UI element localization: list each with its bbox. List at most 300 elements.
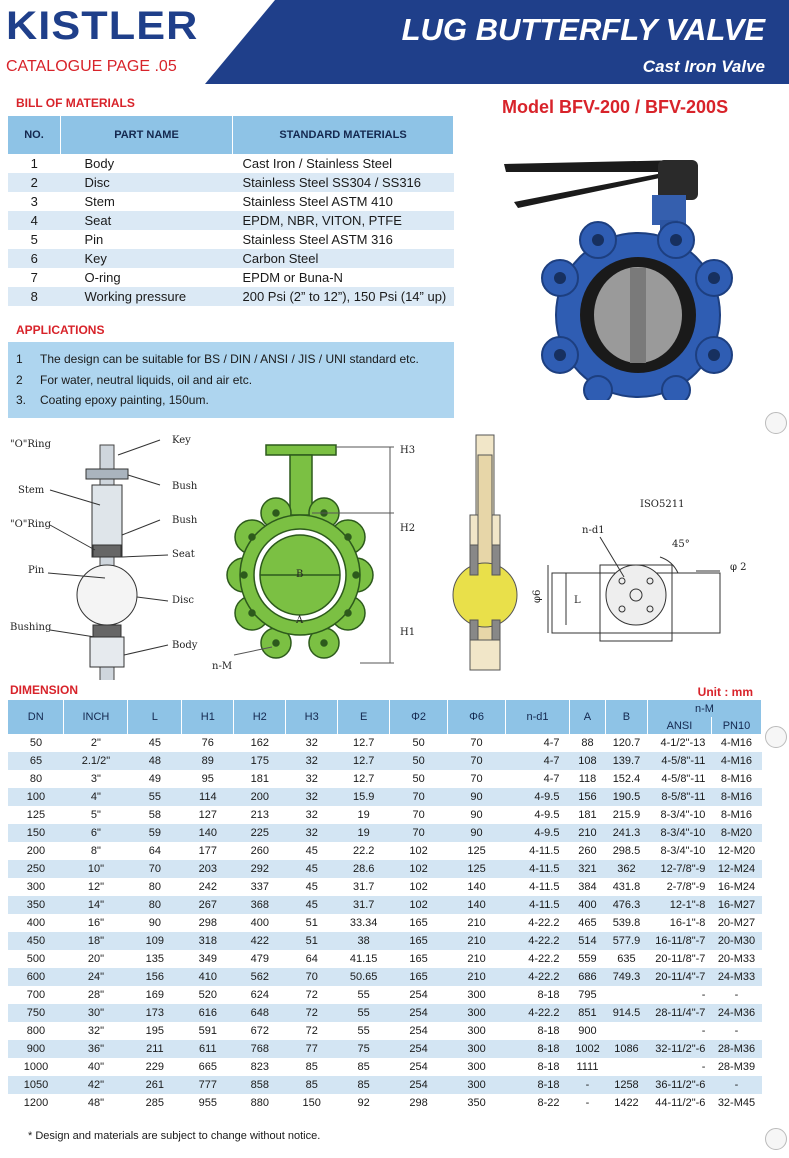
dim-cell: 24" <box>64 968 128 986</box>
dim-cell: 577.9 <box>605 932 647 950</box>
brand-logo: KISTLER <box>6 4 199 48</box>
dim-cell: 350 <box>8 896 64 914</box>
dim-cell: 362 <box>605 860 647 878</box>
dim-cell: 465 <box>578 917 597 929</box>
dim-cell: 321 <box>569 860 605 878</box>
dim-cell: 16-11/8"-7 <box>647 932 711 950</box>
label-body: Body <box>172 640 198 651</box>
dim-cell: 102 <box>409 881 428 893</box>
bom-row <box>8 287 454 306</box>
dim-cell: 241.3 <box>605 824 647 842</box>
bom-row <box>8 268 454 287</box>
dim-cell: 173 <box>128 1004 182 1022</box>
dim-cell: 59 <box>128 824 182 842</box>
dim-cell: 4-11.5 <box>506 896 570 914</box>
dim-cell: 15.9 <box>338 788 390 806</box>
dim-row <box>8 734 762 752</box>
bom-table <box>8 116 454 306</box>
dim-cell: 32 <box>305 809 318 821</box>
dim-cell: 127 <box>198 809 217 821</box>
dim-cell: 450 <box>8 932 64 950</box>
dim-cell: 108 <box>569 752 605 770</box>
dim-cell: 31.7 <box>338 896 390 914</box>
dim-cell: 1086 <box>605 1040 647 1058</box>
dim-cell: 20" <box>87 953 104 965</box>
dim-cell: 109 <box>128 932 182 950</box>
bom-material: Carbon Steel <box>233 249 454 268</box>
dim-row <box>8 1004 762 1022</box>
dim-col-header-sub: ANSI <box>647 717 711 734</box>
bom-no: 1 <box>30 156 38 171</box>
bom-part: Disc <box>61 173 233 192</box>
dim-cell: 795 <box>578 989 597 1001</box>
dim-cell: 125 <box>467 845 486 857</box>
dim-cell: 635 <box>617 953 636 965</box>
dim-cell: 135 <box>145 953 165 965</box>
dim-cell: 431.8 <box>612 881 641 893</box>
dim-cell: 8-3/4"-10 <box>660 845 706 857</box>
dim-cell: 51 <box>305 917 318 929</box>
dim-cell: 8-M16 <box>720 809 753 821</box>
dim-cell: 139.7 <box>605 752 647 770</box>
dim-cell: 4" <box>64 788 128 806</box>
dim-cell: 120.7 <box>612 737 641 749</box>
binder-hole <box>765 412 787 434</box>
dim-cell: 100 <box>8 788 64 806</box>
dim-cell: 12-M20 <box>717 845 756 857</box>
dim-cell: 520 <box>198 989 217 1001</box>
dim-cell: 384 <box>578 881 597 893</box>
dim-cell: 823 <box>250 1061 269 1073</box>
dim-cell: 80 <box>148 881 161 893</box>
dim-row <box>8 1022 762 1040</box>
dim-cell: 8-18 <box>537 989 560 1001</box>
dim-cell: 31.7 <box>352 881 375 893</box>
dim-cell: 229 <box>145 1061 165 1073</box>
bom-material: Stainless Steel SS304 / SS316 <box>233 173 454 192</box>
dim-cell: 32-11/2"-6 <box>647 1040 711 1058</box>
dim-cell: 4-22.2 <box>528 917 560 929</box>
bom-part: Key <box>61 249 233 268</box>
dim-cell: 165 <box>409 917 428 929</box>
dim-cell: 686 <box>569 968 605 986</box>
dim-cell: 2" <box>90 737 101 749</box>
dim-cell: 19 <box>357 809 370 821</box>
dim-cell: 28-11/4"-7 <box>647 1004 711 1022</box>
dim-cell: 12-1"-8 <box>647 896 711 914</box>
dim-cell: 4-7 <box>543 737 560 749</box>
dim-cell: 156 <box>128 968 182 986</box>
dim-row <box>8 860 762 878</box>
dim-cell: 4-11.5 <box>506 860 570 878</box>
dim-cell: 45 <box>305 845 318 857</box>
dim-cell: 1002 <box>569 1040 605 1058</box>
dim-cell: 858 <box>234 1076 286 1094</box>
dim-cell: 85 <box>286 1076 338 1094</box>
dim-cell: 70 <box>412 809 425 821</box>
dim-cell: 750 <box>8 1004 64 1022</box>
dim-cell: 36-11/2"-6 <box>647 1076 711 1094</box>
dim-cell: 48" <box>87 1097 104 1109</box>
bom-part: Seat <box>61 211 233 230</box>
dim-cell: 28-M39 <box>717 1061 756 1073</box>
dim-cell: - <box>734 989 739 1001</box>
dim-cell: 45 <box>305 881 318 893</box>
dim-cell: 242 <box>198 881 217 893</box>
dim-cell: 8-5/8"-11 <box>647 788 711 806</box>
dim-cell: 4-22.2 <box>506 932 570 950</box>
dim-cell: 260 <box>250 845 269 857</box>
bom-no: 4 <box>8 211 61 230</box>
dim-cell: 624 <box>250 989 269 1001</box>
dim-cell: 85 <box>338 1076 390 1094</box>
dim-col-header: H3 <box>286 700 338 734</box>
dim-col-header-nm: n-M <box>647 700 761 717</box>
bom-no: 3 <box>30 194 38 209</box>
dim-cell: 254 <box>390 1076 448 1094</box>
bom-material: EPDM or Buna-N <box>242 270 343 285</box>
dim-cell: 70 <box>470 737 483 749</box>
dim-cell: 14" <box>64 896 128 914</box>
dim-cell: 125 <box>448 860 506 878</box>
dim-cell: 4-9.5 <box>506 824 570 842</box>
dim-cell: 80 <box>128 896 182 914</box>
dim-cell: 4-9.5 <box>534 809 560 821</box>
dim-cell: 32 <box>286 752 338 770</box>
dim-cell: 80 <box>29 773 43 785</box>
dim-cell: 476.3 <box>605 896 647 914</box>
dim-cell: 10" <box>64 860 128 878</box>
dim-cell: 8-18 <box>537 1025 560 1037</box>
dim-row <box>8 842 762 860</box>
dim-cell: 24-M36 <box>711 1004 761 1022</box>
dim-cell: 479 <box>250 953 269 965</box>
application-item: 1 The design can be suitable for BS / DIN / ANSI / JIS / UNI standard etc. <box>16 352 419 366</box>
label-stem: Stem <box>18 485 45 496</box>
dim-cell: 768 <box>234 1040 286 1058</box>
dim-cell: 30" <box>64 1004 128 1022</box>
dim-cell: 20-M30 <box>711 932 761 950</box>
dim-cell: 50 <box>412 737 425 749</box>
label-bush-1: Bush <box>172 481 198 492</box>
dim-cell: 12.7 <box>352 773 375 785</box>
dim-cell: 350 <box>467 1097 486 1109</box>
dim-cell: 648 <box>234 1004 286 1022</box>
dim-cell: 102 <box>409 845 428 857</box>
dim-cell: 500 <box>26 953 46 965</box>
dim-cell: 50 <box>390 752 448 770</box>
dim-cell: 102 <box>390 896 448 914</box>
dim-cell: 20-M33 <box>717 953 756 965</box>
dim-cell: 210 <box>448 932 506 950</box>
label-bush-2: Bush <box>172 515 198 526</box>
dim-cell: 181 <box>250 773 269 785</box>
dim-cell: 8" <box>90 845 101 857</box>
iso-top-view <box>548 537 720 641</box>
dim-cell: 210 <box>448 968 506 986</box>
dim-cell: 150 <box>8 824 64 842</box>
side-view <box>453 435 517 670</box>
dim-cell: 1050 <box>8 1076 64 1094</box>
dim-cell <box>605 1058 647 1076</box>
dim-cell: 169 <box>145 989 165 1001</box>
dim-cell: 8-3/4"-10 <box>660 809 706 821</box>
bom-row <box>8 249 454 268</box>
dim-row <box>8 878 762 896</box>
dim-col-header: INCH <box>64 700 128 734</box>
label-b: B <box>296 569 304 580</box>
dim-cell: 1258 <box>605 1076 647 1094</box>
dim-cell: 16-1"-8 <box>669 917 706 929</box>
dim-cell: 261 <box>128 1076 182 1094</box>
dim-row <box>8 1058 762 1076</box>
dim-cell: 298.5 <box>612 845 641 857</box>
dim-cell: 267 <box>182 896 234 914</box>
dim-cell: 150 <box>302 1097 321 1109</box>
dim-cell: 49 <box>148 773 161 785</box>
dim-cell: 900 <box>8 1040 64 1058</box>
dim-cell: 285 <box>145 1097 165 1109</box>
dim-cell: 64 <box>305 953 318 965</box>
dim-cell: 12" <box>87 881 104 893</box>
front-view <box>227 445 394 663</box>
dim-cell: 254 <box>409 989 428 1001</box>
dim-cell: 70 <box>128 860 182 878</box>
label-l: L <box>574 595 581 606</box>
model-title: Model BFV-200 / BFV-200S <box>502 97 729 117</box>
dim-cell: 88 <box>581 737 594 749</box>
dim-cell: 200 <box>26 845 46 857</box>
dim-cell: 672 <box>250 1025 269 1037</box>
dim-cell: 70 <box>286 968 338 986</box>
dim-cell: 210 <box>467 953 486 965</box>
dim-row <box>8 824 762 842</box>
dim-cell: 1200 <box>23 1097 49 1109</box>
dim-cell: 292 <box>234 860 286 878</box>
dim-cell: 4-M16 <box>711 752 761 770</box>
dim-cell: 254 <box>409 1025 428 1037</box>
application-item: 2 For water, neutral liquids, oil and air etc. <box>16 373 253 387</box>
dim-cell: 368 <box>234 896 286 914</box>
dim-cell: 44-11/2"-6 <box>655 1097 706 1109</box>
bom-material: EPDM, NBR, VITON, PTFE <box>233 211 454 230</box>
dim-cell: 45 <box>286 860 338 878</box>
dim-cell: 422 <box>234 932 286 950</box>
dim-cell: 8-M20 <box>711 824 761 842</box>
dim-cell: 152.4 <box>612 773 641 785</box>
dim-cell: 914.5 <box>605 1004 647 1022</box>
dim-cell: 125 <box>26 809 46 821</box>
dim-cell: 400 <box>250 917 269 929</box>
bom-material: Stainless Steel ASTM 316 <box>242 232 393 247</box>
dim-cell: 195 <box>145 1025 165 1037</box>
dim-cell: 955 <box>198 1097 217 1109</box>
dim-cell: 165 <box>409 953 428 965</box>
dim-cell: 32-M45 <box>717 1097 756 1109</box>
dim-cell: 616 <box>182 1004 234 1022</box>
dim-cell: 203 <box>182 860 234 878</box>
dim-cell <box>605 1022 647 1040</box>
dim-cell: 72 <box>305 1025 318 1037</box>
dim-cell: 32 <box>305 737 318 749</box>
dim-cell: 70 <box>448 752 506 770</box>
label-angle: 45° <box>672 539 690 550</box>
dim-cell: 85 <box>357 1061 370 1073</box>
dim-cell: 4-22.2 <box>506 1004 570 1022</box>
dim-cell: 102 <box>390 860 448 878</box>
dim-cell: 16-M24 <box>717 881 756 893</box>
dim-cell: 4-7 <box>506 752 570 770</box>
dim-cell: 51 <box>286 932 338 950</box>
label-a: A <box>296 615 304 626</box>
technical-drawings <box>0 425 789 680</box>
dim-cell: 190.5 <box>605 788 647 806</box>
dim-cell: 118 <box>578 773 597 785</box>
bom-part: Stem <box>84 194 115 209</box>
dim-cell: 72 <box>286 1004 338 1022</box>
dim-cell: 1000 <box>23 1061 49 1073</box>
dim-cell: 90 <box>148 917 161 929</box>
dim-cell: 8-18 <box>506 1076 570 1094</box>
dim-cell: 4-9.5 <box>506 788 570 806</box>
dim-cell: 211 <box>128 1040 182 1058</box>
dim-col-header: A <box>569 700 605 734</box>
label-pin: Pin <box>28 565 45 576</box>
unit-label: Unit : mm <box>697 685 753 699</box>
bom-row <box>8 211 454 230</box>
dimension-heading: DIMENSION <box>10 683 79 697</box>
dim-cell: 225 <box>234 824 286 842</box>
dim-row <box>8 986 762 1004</box>
dim-cell: 75 <box>338 1040 390 1058</box>
dim-cell: 140 <box>467 881 486 893</box>
dim-cell: 92 <box>357 1097 370 1109</box>
dim-cell: 8-18 <box>506 1040 570 1058</box>
bom-part: Working pressure <box>61 287 233 306</box>
dim-col-header: E <box>338 700 390 734</box>
dim-cell: 800 <box>26 1025 46 1037</box>
dim-cell <box>605 986 647 1004</box>
bom-row <box>8 230 454 249</box>
dim-cell: 70 <box>390 788 448 806</box>
label-oring-1: "O"Ring <box>10 439 51 450</box>
dim-cell: 300 <box>467 1061 486 1073</box>
dim-cell: 210 <box>467 917 486 929</box>
dim-col-header: B <box>605 700 647 734</box>
dim-cell: 70 <box>390 824 448 842</box>
bom-col-material: STANDARD MATERIALS <box>233 116 454 154</box>
dim-cell: 254 <box>390 1004 448 1022</box>
dim-cell: 140 <box>448 896 506 914</box>
dim-cell: 70 <box>470 773 483 785</box>
dim-cell: 32" <box>87 1025 104 1037</box>
dim-cell: - <box>701 1061 706 1073</box>
dim-cell: 77 <box>286 1040 338 1058</box>
dim-cell: 260 <box>578 845 597 857</box>
dim-cell: 559 <box>578 953 597 965</box>
dim-cell: 38 <box>338 932 390 950</box>
label-seat: Seat <box>172 549 195 560</box>
dim-cell: 19 <box>338 824 390 842</box>
dim-cell: 64 <box>148 845 161 857</box>
dim-cell: 591 <box>198 1025 217 1037</box>
dim-row <box>8 806 762 824</box>
dim-cell: 85 <box>305 1061 318 1073</box>
label-phi6: φ6 <box>532 589 543 603</box>
dim-cell: 181 <box>578 809 597 821</box>
dim-cell: 18" <box>64 932 128 950</box>
dim-cell: 140 <box>182 824 234 842</box>
dim-row <box>8 896 762 914</box>
dim-cell: 48 <box>128 752 182 770</box>
dim-col-header: Φ6 <box>448 700 506 734</box>
dim-cell: 2.1/2" <box>64 752 128 770</box>
dim-cell: 3" <box>90 773 101 785</box>
footnote: * Design and materials are subject to change without notice. <box>28 1130 321 1142</box>
dim-cell: 4-1/2"-13 <box>660 737 706 749</box>
dim-cell: 2-7/8"-9 <box>666 881 706 893</box>
dim-cell: 114 <box>182 788 234 806</box>
dim-cell: 65 <box>8 752 64 770</box>
dim-cell: 165 <box>390 968 448 986</box>
dim-cell: 28" <box>87 989 104 1001</box>
dim-cell: 900 <box>578 1025 597 1037</box>
binder-hole <box>765 726 787 748</box>
dim-cell: 22.2 <box>352 845 375 857</box>
bom-no: 5 <box>30 232 38 247</box>
dim-cell: 851 <box>569 1004 605 1022</box>
dim-cell: 20-M27 <box>717 917 756 929</box>
dim-cell: 165 <box>390 932 448 950</box>
application-item: 3. Coating epoxy painting, 150um. <box>16 393 209 407</box>
dim-cell: 20-11/4"-7 <box>647 968 711 986</box>
dim-cell: 611 <box>182 1040 234 1058</box>
applications-box <box>8 342 454 418</box>
dim-cell: 175 <box>234 752 286 770</box>
bom-no: 8 <box>8 287 61 306</box>
dim-cell: 4-11.5 <box>529 845 560 857</box>
bom-heading: BILL OF MATERIALS <box>16 96 135 110</box>
bom-no: 7 <box>30 270 38 285</box>
dim-cell: 4-11.5 <box>529 881 560 893</box>
dim-cell: 90 <box>448 824 506 842</box>
section-view <box>48 440 168 680</box>
dim-cell: 254 <box>409 1061 428 1073</box>
dim-cell: 12.7 <box>352 737 375 749</box>
valve-photo <box>498 150 733 400</box>
label-iso: ISO5211 <box>640 499 685 510</box>
dim-cell: 12-M24 <box>711 860 761 878</box>
dim-cell: 1111 <box>576 1061 599 1073</box>
dim-cell: 749.3 <box>605 968 647 986</box>
dim-cell: 200 <box>234 788 286 806</box>
dim-cell: - <box>585 1097 590 1109</box>
dim-cell: 880 <box>250 1097 269 1109</box>
dim-cell: 45 <box>286 896 338 914</box>
dim-cell: 400 <box>26 917 46 929</box>
dim-cell: 250 <box>8 860 64 878</box>
dim-cell: - <box>701 1025 706 1037</box>
bom-part: O-ring <box>84 270 121 285</box>
dim-cell: 562 <box>234 968 286 986</box>
dim-cell: 50 <box>29 737 43 749</box>
dim-cell: 8-22 <box>537 1097 560 1109</box>
dim-cell: - <box>569 1076 605 1094</box>
dim-cell: 4-22.2 <box>528 953 560 965</box>
dimension-table <box>8 700 762 1112</box>
dim-cell: 50.65 <box>338 968 390 986</box>
label-h1: H1 <box>400 627 416 638</box>
